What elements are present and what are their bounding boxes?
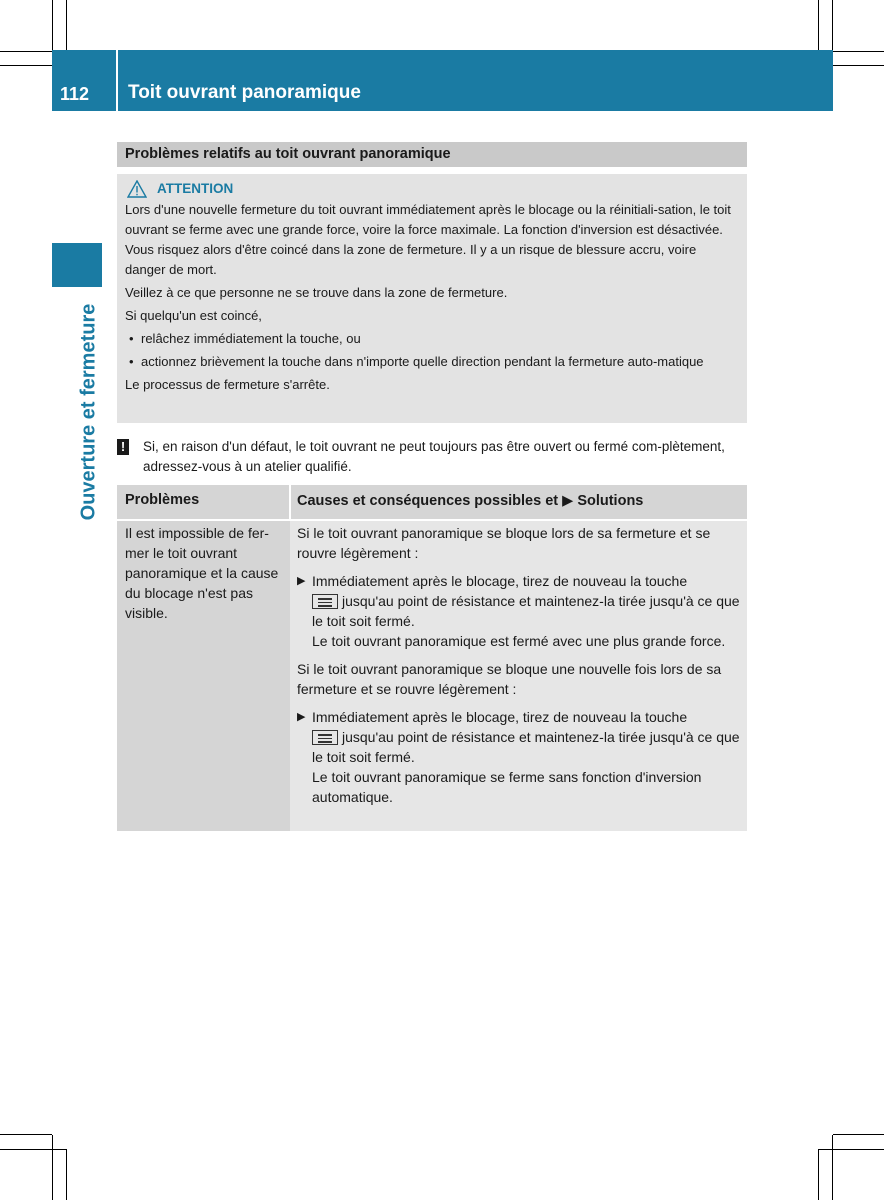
- solution-intro: Si le toit ouvrant panoramique se bloque une nouvelle fois lors de sa fermeture et se rouvre légèrement :: [297, 661, 722, 697]
- crop-mark: [0, 51, 52, 52]
- step-text: jusqu'au point de résistance et maintenez-la tirée jusqu'à ce que le toit soit fermé.: [312, 593, 740, 629]
- note: [117, 437, 745, 477]
- step-result: Le toit ouvrant panoramique est fermé avec une plus grande force.: [312, 633, 726, 649]
- step-text: jusqu'au point de résistance et maintenez-la tirée jusqu'à ce que le toit soit fermé.: [312, 729, 740, 765]
- section-heading: Problèmes relatifs au toit ouvrant panoramique: [117, 142, 747, 167]
- column-header-problems: Problèmes: [125, 492, 200, 508]
- solution-step: [297, 707, 740, 807]
- exclamation-icon: !: [117, 439, 129, 455]
- crop-mark: [818, 1149, 884, 1150]
- note-text: Si, en raison d'un défaut, le toit ouvrant ne peut toujours pas être ouvert ou fermé com-plètement, adressez-vous à un atelier qualifié.: [143, 439, 725, 474]
- solution-step: [297, 571, 740, 651]
- crop-mark: [833, 51, 884, 52]
- warning-closing: Le processus de fermeture s'arrête.: [125, 377, 330, 392]
- crop-mark: [818, 1149, 819, 1200]
- crop-mark: [0, 65, 52, 66]
- crop-mark: [833, 1134, 884, 1135]
- warning-paragraph: Veillez à ce que personne ne se trouve dans la zone de fermeture.: [125, 285, 508, 300]
- crop-mark: [0, 1134, 52, 1135]
- warning-box: [117, 174, 747, 423]
- chapter-label: Ouverture et fermeture: [77, 303, 100, 521]
- step-text: Immédiatement après le blocage, tirez de nouveau la touche: [312, 573, 688, 589]
- crop-mark: [0, 1149, 66, 1150]
- step-result: Le toit ouvrant panoramique se ferme sans fonction d'inversion automatique.: [312, 769, 702, 805]
- warning-bullet: • relâchez immédiatement la touche, ou: [125, 329, 739, 349]
- crop-mark: [52, 1135, 53, 1200]
- page-number: 112: [60, 84, 90, 104]
- crop-mark: [66, 0, 67, 50]
- solution-intro: Si le toit ouvrant panoramique se bloque lors de sa fermeture et se rouvre légèrement :: [297, 525, 711, 561]
- crop-mark: [832, 1135, 833, 1200]
- warning-bullet: • actionnez brièvement la touche dans n'importe quelle direction pendant la fermeture auto-matique: [125, 352, 739, 372]
- step-text: Immédiatement après le blocage, tirez de nouveau la touche: [312, 709, 688, 725]
- step-arrow-icon: ▶: [297, 711, 306, 723]
- crop-mark: [66, 1149, 67, 1200]
- step-arrow-icon: ▶: [297, 575, 306, 587]
- crop-mark: [818, 0, 819, 50]
- crop-mark: [52, 0, 53, 50]
- crop-mark: [833, 65, 884, 66]
- warning-paragraph: Si quelqu'un est coincé,: [125, 308, 262, 323]
- header-divider: [116, 50, 118, 111]
- warning-title: ATTENTION: [157, 181, 234, 196]
- column-header-solutions: Causes et conséquences possibles et ▶ Solutions: [297, 493, 644, 509]
- sunroof-key-icon: [312, 730, 338, 745]
- warning-triangle-icon: [127, 180, 147, 198]
- column-divider: [289, 485, 291, 519]
- chapter-tab: [52, 243, 102, 287]
- warning-header: [127, 178, 739, 200]
- crop-mark: [832, 0, 833, 50]
- warning-paragraph: Lors d'une nouvelle fermeture du toit ouvrant immédiatement après le blocage ou la réinitiali-sation, le toit ouvrant se ferme avec une grande force, voire la force maximale. La fonction d'inversion est désactivée. Vous risquez alors d'être coincé dans la zone de fermeture. Il y a un risque de blessure accru, voire danger de mort.: [125, 202, 731, 277]
- page-title: Toit ouvrant panoramique: [128, 82, 361, 103]
- problem-cell: Il est impossible de fer-mer le toit ouvrant panoramique et la cause du blocage n'est pas visible.: [117, 521, 290, 831]
- solution-cell: [290, 521, 747, 831]
- table-header: [117, 485, 747, 519]
- sunroof-key-icon: [312, 594, 338, 609]
